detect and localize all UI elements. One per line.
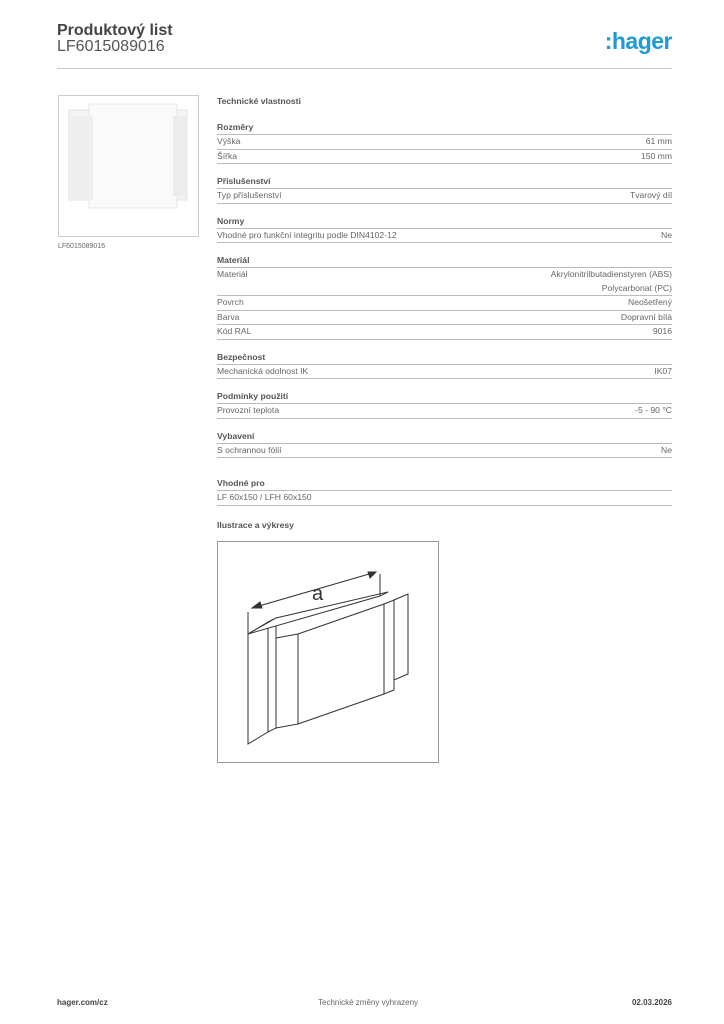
spec-row xyxy=(217,189,672,204)
spec-value: Dopravní bílá xyxy=(620,311,672,322)
spec-value: 61 mm xyxy=(645,136,672,146)
header-divider xyxy=(57,68,672,69)
spec-section-heading: Vybavení xyxy=(217,429,672,444)
spec-section xyxy=(217,476,672,506)
footer-website[interactable]: hager.com/cz xyxy=(57,998,108,1007)
spec-section xyxy=(217,350,672,380)
spec-label: LF 60x150 / LFH 60x150 xyxy=(217,492,312,502)
spec-label: Barva xyxy=(217,311,240,322)
spec-section xyxy=(217,389,672,419)
spec-section xyxy=(217,174,672,204)
spec-value: 9016 xyxy=(652,326,672,336)
spec-label: Šířka xyxy=(217,150,238,161)
spec-label: Mechanická odolnost IK xyxy=(217,365,309,376)
footer-date: 02.03.2026 xyxy=(631,998,672,1007)
spec-value: IK07 xyxy=(654,365,672,376)
spec-section xyxy=(217,429,672,459)
spec-label: Výška xyxy=(217,136,241,146)
spec-value: -5 - 90 °C xyxy=(635,405,672,415)
spec-value: Ne xyxy=(661,229,672,240)
specs-title: Technické vlastnosti xyxy=(217,96,301,106)
spec-label: Vhodné pro funkční integritu podle DIN4102-12 xyxy=(217,229,397,240)
illustration-title: Ilustrace a výkresy xyxy=(217,520,294,530)
spec-value: Ne xyxy=(661,444,672,455)
spec-row xyxy=(217,365,672,380)
spec-row xyxy=(217,404,672,419)
spec-value: Tvarový díl xyxy=(629,190,672,200)
technical-drawing xyxy=(217,541,439,763)
hager-logo: :hager xyxy=(604,28,672,54)
spec-value: Akrylonitrilbutadienstyren (ABS) Polycarbonat (PC) xyxy=(550,269,672,293)
spec-section-heading: Normy xyxy=(217,214,672,229)
product-image-caption: LF6015089016 xyxy=(58,243,106,250)
technical-specs xyxy=(217,96,672,516)
spec-row xyxy=(217,311,672,326)
product-code: LF6015089016 xyxy=(57,38,165,55)
spec-label: Materiál xyxy=(217,269,248,279)
spec-row xyxy=(217,296,672,311)
spec-section-heading: Rozměry xyxy=(217,120,672,135)
document-title: Produktový list xyxy=(57,22,173,39)
spec-section-heading: Bezpečnost xyxy=(217,350,672,365)
spec-label: Kód RAL xyxy=(217,326,252,336)
footer-note: Technické změny vyhrazeny xyxy=(318,998,419,1007)
spec-value: 150 mm xyxy=(640,150,672,161)
spec-row xyxy=(217,325,672,340)
spec-section xyxy=(217,120,672,164)
spec-row xyxy=(217,135,672,150)
spec-section-heading: Podmínky použití xyxy=(217,389,672,404)
spec-row xyxy=(217,268,672,296)
spec-value: Neošetřený xyxy=(628,297,672,307)
spec-row xyxy=(217,150,672,165)
spec-row xyxy=(217,491,672,506)
product-image xyxy=(58,95,199,237)
spec-section xyxy=(217,253,672,340)
spec-row xyxy=(217,229,672,244)
spec-label: Provozní teplota xyxy=(217,405,280,415)
spec-section-heading: Vhodné pro xyxy=(217,476,672,491)
spec-row xyxy=(217,444,672,459)
spec-label: Povrch xyxy=(217,297,244,307)
spec-section-heading: Příslušenství xyxy=(217,174,672,189)
spec-section-heading: Materiál xyxy=(217,253,672,268)
spec-label: Typ příslušenství xyxy=(217,190,282,200)
spec-label: S ochrannou fólií xyxy=(217,444,282,455)
dimension-label: a xyxy=(312,583,324,605)
spec-section xyxy=(217,214,672,244)
